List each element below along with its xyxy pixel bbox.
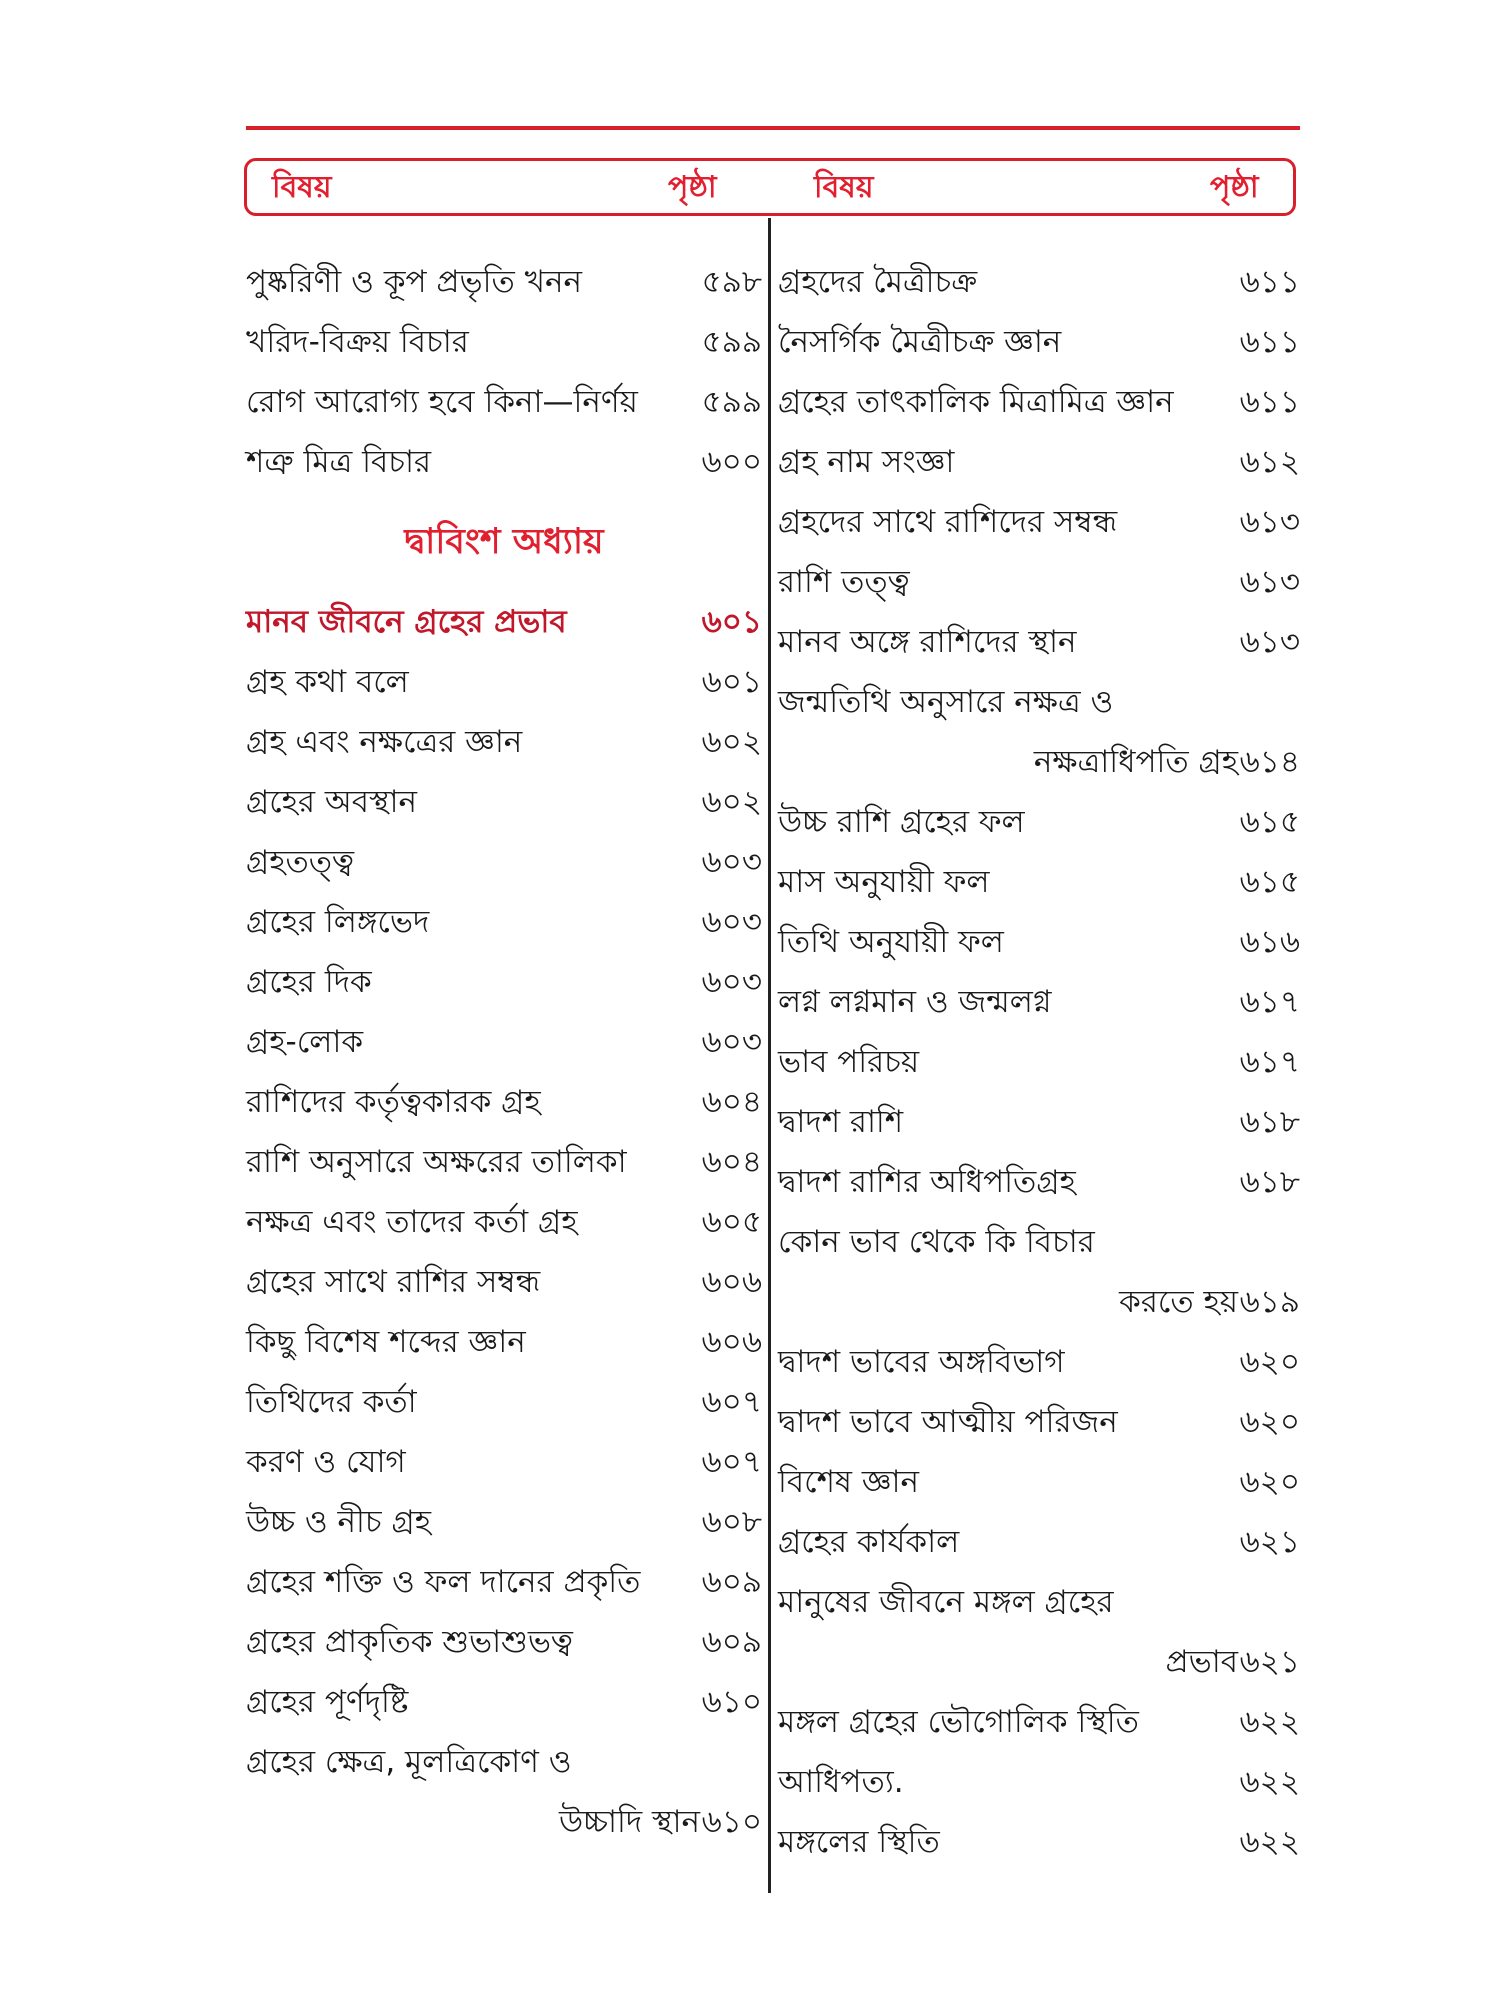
toc-entry[interactable] [778,552,1300,612]
toc-entry[interactable] [246,1192,762,1252]
entry-page: ৫৯৯ [701,324,762,360]
toc-entry[interactable] [246,1492,762,1552]
entry-title: দ্বাদশ রাশি [778,1104,904,1140]
toc-entry[interactable] [246,712,762,772]
entry-title: নক্ষত্র এবং তাদের কর্তা গ্রহ [246,1204,578,1240]
entry-title: মঙ্গল গ্রহের ভৌগোলিক স্থিতি [778,1704,1139,1740]
entry-title: নক্ষত্রাধিপতি গ্রহ [1033,744,1238,780]
entry-title: দ্বাদশ রাশির অধিপতিগ্রহ [778,1164,1076,1200]
toc-entry[interactable] [246,1612,762,1672]
chapter-heading-text: দ্বাবিংশ অধ্যায় [404,522,604,562]
toc-entry[interactable] [778,852,1300,912]
entry-page: ৬১৮ [1239,1104,1300,1140]
entry-title: গ্রহের পূর্ণদৃষ্টি [246,1684,409,1720]
entry-page: ৬০৬ [701,1324,762,1360]
toc-entry[interactable] [246,1072,762,1132]
entry-title: ভাব পরিচয় [778,1044,920,1080]
entry-page: ৬০৭ [701,1444,762,1480]
entry-page: ৬০৩ [701,964,762,1000]
entry-title: মানব জীবনে গ্রহের প্রভাব [246,604,567,640]
entry-title: গ্রহ-লোক [246,1024,364,1060]
toc-entry[interactable] [778,1452,1300,1512]
entry-page: ৬২০ [1239,1344,1300,1380]
entry-page: ৬১০ [701,1804,762,1840]
entry-page: ৬২১ [1239,1644,1300,1680]
entry-page: ৫৯৯ [701,384,762,420]
toc-entry[interactable] [778,1332,1300,1392]
entry-title: মানব অঙ্গে রাশিদের স্থান [778,624,1077,660]
toc-entry[interactable] [246,1732,762,1792]
entry-title: মাস অনুযায়ী ফল [778,864,990,900]
entry-page: ৬০৪ [701,1144,762,1180]
entry-page: ৬১৯ [1239,1284,1300,1320]
entry-title: মানুষের জীবনে মঙ্গল গ্রহের [778,1584,1114,1620]
entry-page: ৬১৬ [1239,924,1300,960]
entry-title: গ্রহের শক্তি ও ফল দানের প্রকৃতি [246,1564,641,1600]
entry-title: গ্রহের প্রাকৃতিক শুভাশুভত্ব [246,1624,573,1660]
toc-entry[interactable] [778,912,1300,972]
entry-title: গ্রহদের মৈত্রীচক্র [778,264,978,300]
entry-page: ৬০১ [701,604,762,640]
entry-page: ৬০২ [701,784,762,820]
toc-entry[interactable] [246,1672,762,1732]
toc-entry[interactable] [246,1372,762,1432]
toc-right-column [778,252,1300,1872]
entry-title: গ্রহের তাৎকালিক মিত্রামিত্র জ্ঞান [778,384,1174,420]
entry-title: রোগ আরোগ্য হবে কিনা—নির্ণয় [246,384,638,420]
header-subject-left: বিষয় [272,170,332,205]
entry-title: গ্রহতত্ত্ব [246,844,355,880]
entry-page: ৬২০ [1239,1404,1300,1440]
toc-entry[interactable] [778,1812,1300,1872]
toc-entry[interactable] [246,312,762,372]
toc-entry-continuation[interactable] [778,1272,1300,1332]
toc-entry[interactable] [778,492,1300,552]
entry-title: দ্বাদশ ভাবে আত্মীয় পরিজন [778,1404,1118,1440]
entry-page: ৬০৯ [701,1624,762,1660]
toc-entry[interactable] [778,1092,1300,1152]
entry-title: দ্বাদশ ভাবের অঙ্গবিভাগ [778,1344,1065,1380]
entry-page: ৫৯৮ [701,264,762,300]
toc-entry[interactable] [778,1512,1300,1572]
entry-page: ৬০৭ [701,1384,762,1420]
toc-entry[interactable] [246,1252,762,1312]
toc-entry[interactable] [778,312,1300,372]
toc-entry[interactable] [778,1032,1300,1092]
entry-page: ৬২২ [1239,1704,1300,1740]
toc-entry[interactable] [246,252,762,312]
toc-entry[interactable] [246,592,762,652]
entry-page: ৬১১ [1239,324,1300,360]
entry-page: ৬০৫ [701,1204,762,1240]
chapter-heading [246,492,762,592]
toc-entry[interactable] [778,1572,1300,1632]
entry-page: ৬১৭ [1239,1044,1300,1080]
entry-page: ৬১৩ [1239,624,1300,660]
entry-page: ৬০১ [701,664,762,700]
toc-entry[interactable] [778,1212,1300,1272]
entry-title: খরিদ-বিক্রয় বিচার [246,324,469,360]
entry-title: উচ্চাদি স্থান [558,1804,700,1840]
entry-title: তিথি অনুযায়ী ফল [778,924,1004,960]
entry-page: ৬০৪ [701,1084,762,1120]
toc-entry[interactable] [246,652,762,712]
entry-title: গ্রহ নাম সংজ্ঞা [778,444,955,480]
entry-title: করতে হয় [1119,1284,1238,1320]
entry-page: ৬১৫ [1239,804,1300,840]
toc-entry[interactable] [246,432,762,492]
entry-title: গ্রহের অবস্থান [246,784,417,820]
entry-page: ৬০৩ [701,904,762,940]
entry-page: ৬০২ [701,724,762,760]
toc-entry[interactable] [246,1432,762,1492]
entry-title: করণ ও যোগ [246,1444,406,1480]
entry-page: ৬০৬ [701,1264,762,1300]
entry-page: ৬১২ [1239,444,1300,480]
toc-entry[interactable] [246,832,762,892]
entry-page: ৬২২ [1239,1764,1300,1800]
entry-title: গ্রহের কার্যকাল [778,1524,960,1560]
entry-page: ৬০৩ [701,1024,762,1060]
header-page-right: পৃষ্ঠা [1210,170,1259,205]
entry-title: রাশি তত্ত্ব [778,564,910,600]
entry-title: গ্রহের লিঙ্গভেদ [246,904,430,940]
toc-entry[interactable] [778,1752,1300,1812]
entry-title: গ্রহের সাথে রাশির সম্বন্ধ [246,1264,541,1300]
toc-entry-continuation[interactable] [778,1632,1300,1692]
entry-page: ৬০৯ [701,1564,762,1600]
toc-entry[interactable] [246,1312,762,1372]
entry-title: জন্মতিথি অনুসারে নক্ষত্র ও [778,684,1114,720]
header-box [244,158,1296,216]
toc-entry[interactable] [778,372,1300,432]
entry-page: ৬১৭ [1239,984,1300,1020]
entry-page: ৬১১ [1239,384,1300,420]
entry-page: ৬১৩ [1239,504,1300,540]
entry-title: কিছু বিশেষ শব্দের জ্ঞান [246,1324,526,1360]
entry-title: প্রভাব [1165,1644,1238,1680]
entry-title: বিশেষ জ্ঞান [778,1464,920,1500]
entry-title: আধিপত্য. [778,1764,904,1800]
entry-page: ৬০৩ [701,844,762,880]
entry-title: গ্রহদের সাথে রাশিদের সম্বন্ধ [778,504,1118,540]
entry-page: ৬২০ [1239,1464,1300,1500]
toc-entry[interactable] [778,1692,1300,1752]
toc-entry[interactable] [778,252,1300,312]
entry-title: মঙ্গলের স্থিতি [778,1824,940,1860]
toc-entry[interactable] [778,972,1300,1032]
entry-page: ৬১৪ [1239,744,1300,780]
entry-title: গ্রহ এবং নক্ষত্রের জ্ঞান [246,724,523,760]
column-divider [768,218,771,1893]
entry-title: গ্রহ কথা বলে [246,664,409,700]
toc-entry[interactable] [778,1152,1300,1212]
toc-entry[interactable] [778,792,1300,852]
entry-title: গ্রহের দিক [246,964,372,1000]
entry-page: ৬২১ [1239,1524,1300,1560]
entry-page: ৬২২ [1239,1824,1300,1860]
entry-title: রাশিদের কর্তৃত্বকারক গ্রহ [246,1084,541,1120]
entry-title: উচ্চ ও নীচ গ্রহ [246,1504,432,1540]
toc-entry[interactable] [246,892,762,952]
entry-page: ৬০৮ [701,1504,762,1540]
toc-entry[interactable] [778,612,1300,672]
entry-title: তিথিদের কর্তা [246,1384,417,1420]
entry-page: ৬১৩ [1239,564,1300,600]
toc-entry[interactable] [246,372,762,432]
entry-title: লগ্ন লগ্নমান ও জন্মলগ্ন [778,984,1052,1020]
entry-title: কোন ভাব থেকে কি বিচার [778,1224,1095,1260]
entry-page: ৬১০ [701,1684,762,1720]
toc-entry[interactable] [778,672,1300,732]
toc-entry[interactable] [246,1012,762,1072]
toc-entry-continuation[interactable] [246,1792,762,1852]
toc-left-column [246,252,762,1852]
entry-title: শত্রু মিত্র বিচার [246,444,432,480]
toc-entry[interactable] [246,1132,762,1192]
entry-page: ৬১১ [1239,264,1300,300]
toc-entry[interactable] [778,1392,1300,1452]
entry-page: ৬১৮ [1239,1164,1300,1200]
header-page-left: পৃষ্ঠা [668,170,717,205]
toc-entry[interactable] [246,772,762,832]
toc-entry-continuation[interactable] [778,732,1300,792]
toc-entry[interactable] [778,432,1300,492]
top-rule [246,126,1300,130]
header-subject-right: বিষয় [814,170,874,205]
toc-entry[interactable] [246,952,762,1012]
entry-title: নৈসর্গিক মৈত্রীচক্র জ্ঞান [778,324,1062,360]
entry-title: পুষ্করিণী ও কূপ প্রভৃতি খনন [246,264,582,300]
toc-entry[interactable] [246,1552,762,1612]
entry-page: ৬০০ [701,444,762,480]
entry-title: রাশি অনুসারে অক্ষরের তালিকা [246,1144,627,1180]
entry-title: গ্রহের ক্ষেত্র, মূলত্রিকোণ ও [246,1744,572,1780]
entry-page: ৬১৫ [1239,864,1300,900]
entry-title: উচ্চ রাশি গ্রহের ফল [778,804,1025,840]
